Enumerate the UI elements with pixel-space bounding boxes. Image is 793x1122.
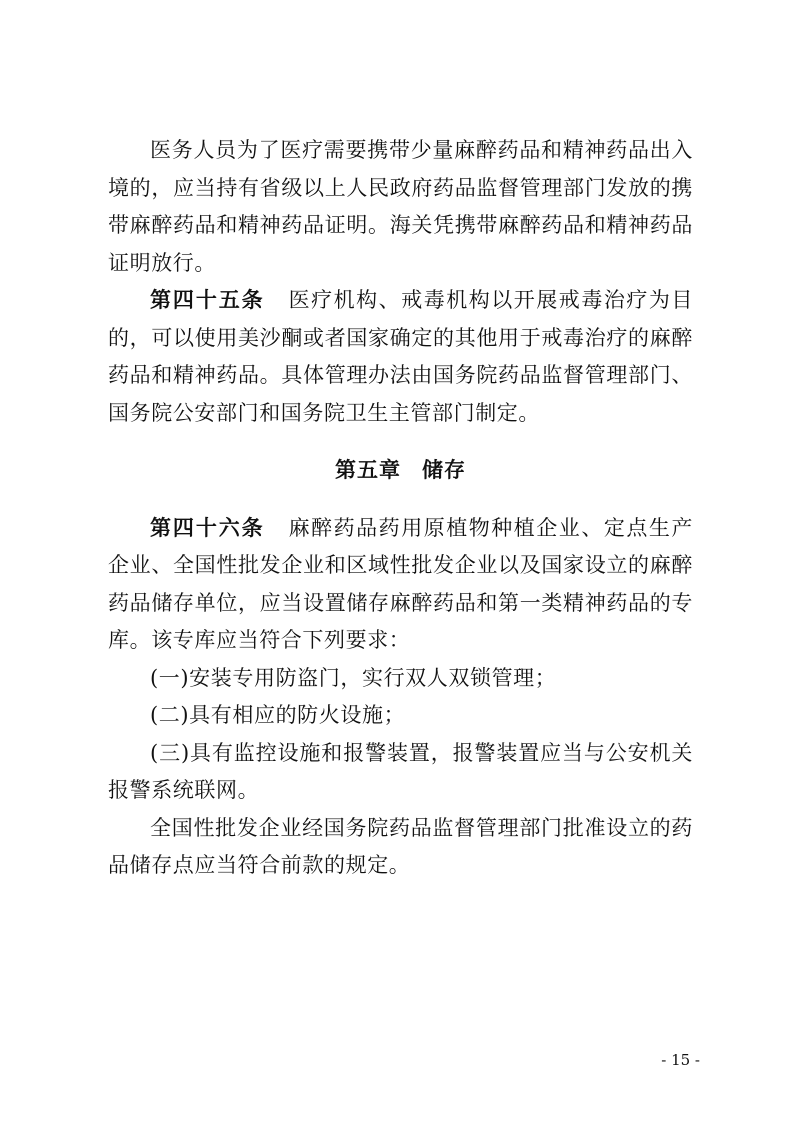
article-46-item-3: (三)具有监控设施和报警装置，报警装置应当与公安机关报警系统联网。 [108,740,693,802]
article-46 [108,510,693,660]
paragraph-medical-staff-carry: 医务人员为了医疗需要携带少量麻醉药品和精神药品出入境的，应当持有省级以上人民政府药品监督管理部门发放的携带麻醉药品和精神药品证明。海关凭携带麻醉药品和精神药品证明放行。 [108,138,693,275]
article-46-closing: 全国性批发企业经国务院药品监督管理部门批准设立的药品储存点应当符合前款的规定。 [108,815,693,877]
chapter-heading [108,452,693,490]
article-46-item-1: (一)安装专用防盗门，实行双人双锁管理； [150,665,557,690]
chapter-title: 储存 [422,458,466,482]
article-45 [108,282,693,432]
chapter-number: 第五章 [335,458,401,482]
article-46-label: 第四十六条 [150,515,265,540]
page-content [108,132,693,885]
article-46-text: 麻醉药品药用原植物种植企业、定点生产企业、全国性批发企业和区域性批发企业以及国家设立的麻醉药品储存单位，应当设置储存麻醉药品和第一类精神药品的专库。该专库应当符合下列要求： [108,515,693,652]
article-46-item-2: (二)具有相应的防火设施； [150,703,406,727]
article-45-label: 第四十五条 [150,288,265,312]
page-number: - 15 - [661,1051,700,1069]
article-45-text: 医疗机构、戒毒机构以开展戒毒治疗为目的，可以使用美沙酮或者国家确定的其他用于戒毒治疗的麻醉药品和精神药品。具体管理办法由国务院药品监督管理部门、国务院公安部门和国务院卫生主管部门制定。 [108,288,693,425]
